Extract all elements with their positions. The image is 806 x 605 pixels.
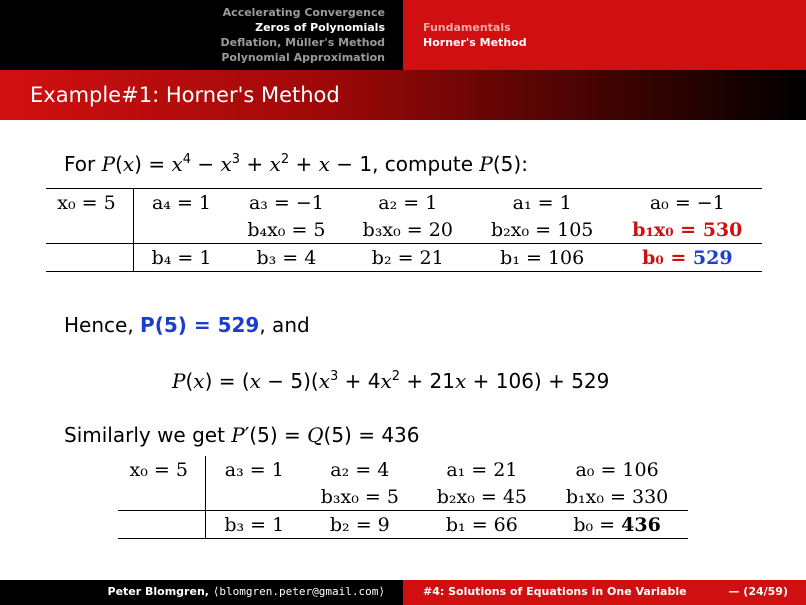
table-cell-result: b₀ = 436 bbox=[546, 511, 688, 539]
table-cell: b₄ = 1 bbox=[133, 244, 229, 272]
table-cell: a₁ = 21 bbox=[446, 458, 518, 481]
similarly-line: Similarly we get P′(5) = Q(5) = 436 bbox=[64, 423, 420, 447]
table-cell: b₁ = 66 bbox=[418, 511, 547, 539]
footer-author bbox=[0, 580, 403, 605]
author-name: Peter Blomgren, bbox=[107, 585, 209, 598]
table-cell: a₃ = −1 bbox=[229, 189, 344, 217]
horner-table-1 bbox=[46, 188, 762, 272]
problem-statement: For $P(x) = x^4 - x^3 + x^2 + x - 1$, compute P(5): bbox=[64, 152, 528, 176]
table-cell: b₂x₀ = 45 bbox=[436, 485, 528, 508]
table-cell: b₃ = 1 bbox=[206, 511, 302, 539]
similarly-word: Similarly we get bbox=[64, 423, 225, 447]
nav-item-horners-method[interactable]: Horner's Method bbox=[423, 36, 527, 49]
frame-title-bar bbox=[0, 70, 806, 120]
table-cell-highlight: b₁x₀ = 530 bbox=[632, 218, 743, 241]
lecture-title: #4: Solutions of Equations in One Variable bbox=[423, 585, 687, 598]
hence-word: Hence, bbox=[64, 313, 134, 337]
table-cell bbox=[46, 216, 133, 244]
table-cell bbox=[133, 216, 229, 244]
footer-lecture bbox=[403, 580, 806, 605]
nav-item-zeros-of-polynomials[interactable]: Zeros of Polynomials bbox=[255, 21, 385, 34]
table-cell: a₀ = −1 bbox=[613, 189, 762, 217]
factored-equation: $P(x) = (x - 5)(x^3 + 4x^2 + 21x + 106) + 529$ bbox=[172, 369, 610, 393]
table-cell bbox=[118, 483, 206, 511]
table-cell: b₃x₀ = 5 bbox=[320, 485, 399, 508]
table-cell bbox=[118, 511, 206, 539]
table-cell: b₃x₀ = 20 bbox=[362, 218, 453, 241]
table-cell-result: b₀ = 529 bbox=[613, 244, 762, 272]
nav-item-polynomial-approximation[interactable]: Polynomial Approximation bbox=[221, 51, 385, 64]
author-email[interactable]: ⟨blomgren.peter@gmail.com⟩ bbox=[212, 585, 385, 598]
table-cell: a₁ = 1 bbox=[472, 189, 613, 217]
table-cell: a₂ = 1 bbox=[344, 189, 472, 217]
header-subsection-nav bbox=[403, 0, 806, 70]
table-cell: x₀ = 5 bbox=[118, 456, 206, 483]
table-cell: a₄ = 1 bbox=[133, 189, 229, 217]
table-cell: b₄x₀ = 5 bbox=[247, 218, 326, 241]
table-cell: b₂x₀ = 105 bbox=[491, 218, 594, 241]
table-cell: b₃ = 4 bbox=[229, 244, 344, 272]
header-section-nav bbox=[0, 0, 403, 70]
table-cell: a₃ = 1 bbox=[224, 458, 284, 481]
table-cell: a₂ = 4 bbox=[330, 458, 390, 481]
nav-item-fundamentals[interactable]: Fundamentals bbox=[423, 21, 511, 34]
table-cell: b₁ = 106 bbox=[472, 244, 613, 272]
p5-result: P(5) = 529 bbox=[140, 313, 260, 337]
hence-line bbox=[64, 313, 310, 337]
table-cell: x₀ = 5 bbox=[46, 189, 133, 217]
table-cell bbox=[46, 244, 133, 272]
horner-table-2 bbox=[118, 456, 688, 539]
table-cell: b₂ = 21 bbox=[344, 244, 472, 272]
table-cell: a₀ = 106 bbox=[575, 458, 659, 481]
table-cell: b₁x₀ = 330 bbox=[565, 485, 669, 508]
nav-item-deflation-muller[interactable]: Deflation, Müller's Method bbox=[220, 36, 385, 49]
nav-item-accelerating-convergence[interactable]: Accelerating Convergence bbox=[222, 6, 385, 19]
table-cell: b₂ = 9 bbox=[302, 511, 417, 539]
table-cell bbox=[206, 483, 302, 511]
page-number: — (24/59) bbox=[728, 585, 788, 598]
frame-title: Example#1: Horner's Method bbox=[30, 83, 340, 107]
and-word: , and bbox=[259, 313, 310, 337]
